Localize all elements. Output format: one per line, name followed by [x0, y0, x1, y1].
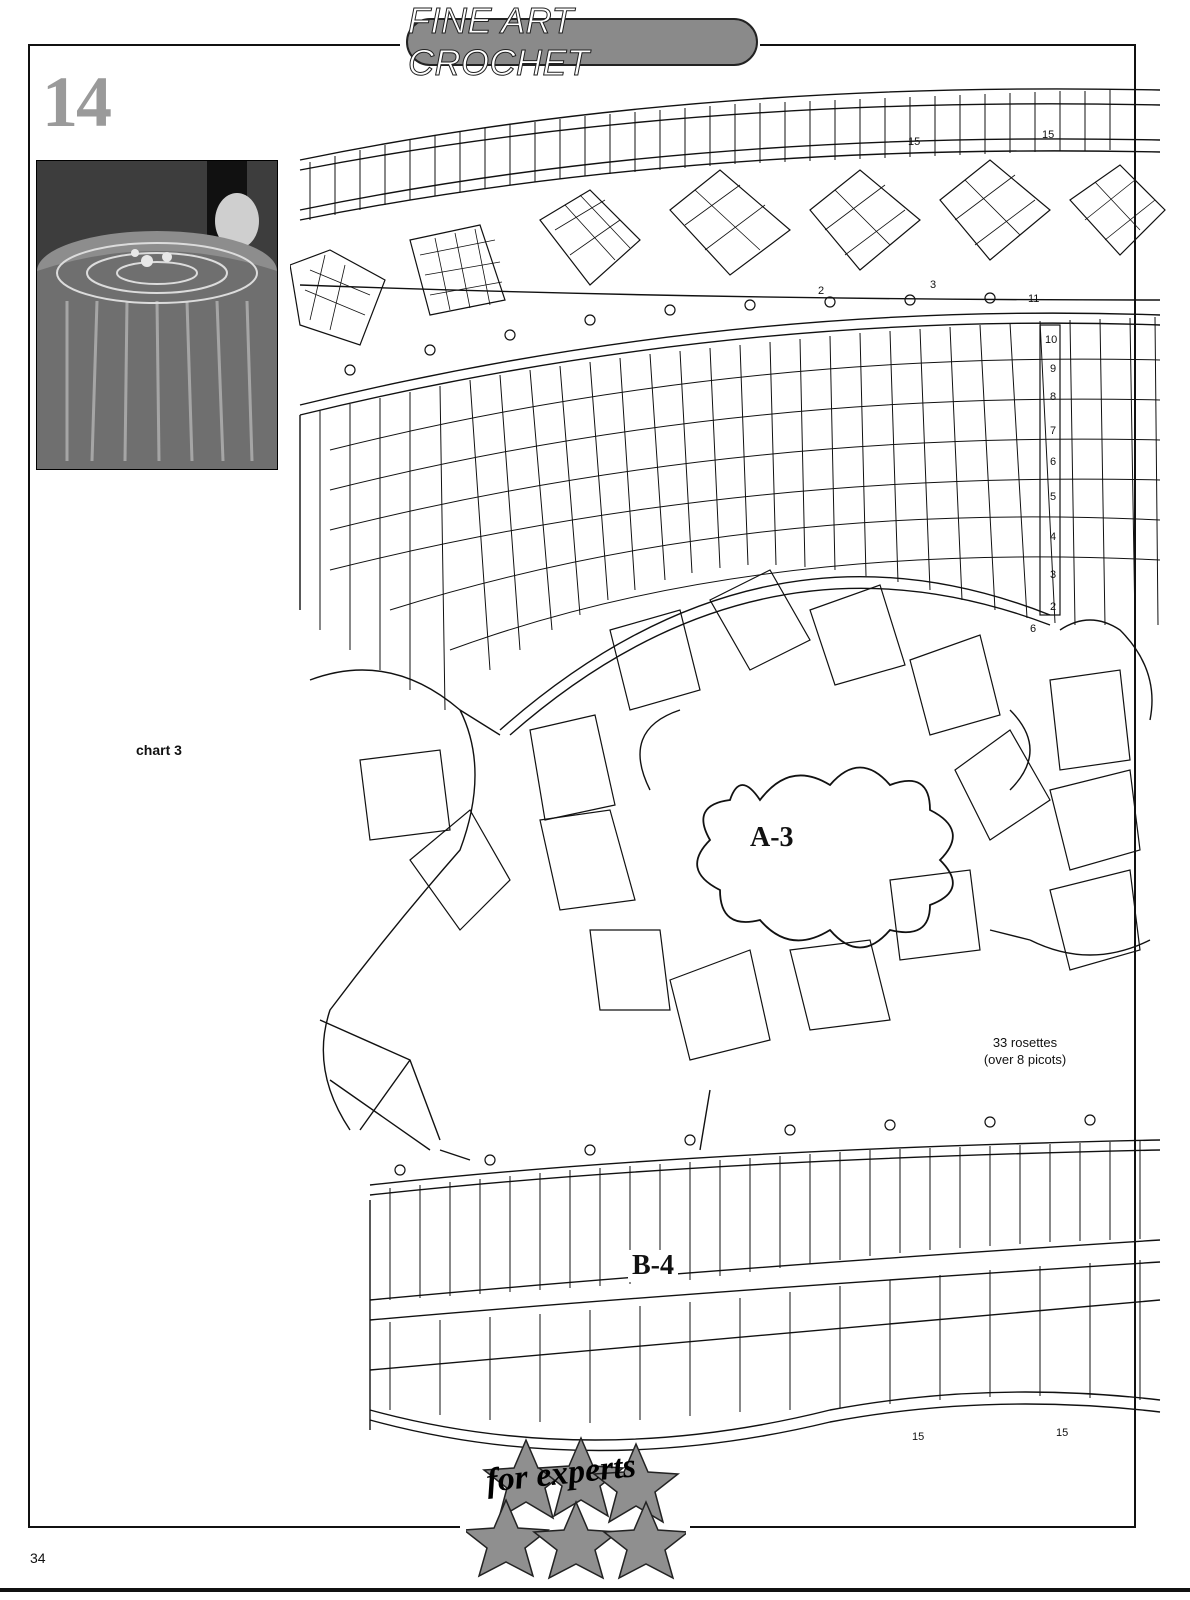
stitch-count: 15: [912, 1431, 925, 1443]
photo-illustration: [37, 161, 277, 469]
stitch-count: 15: [1042, 129, 1055, 141]
header-banner: [406, 0, 758, 83]
page-number: 34: [30, 1550, 46, 1566]
round-number: 11: [1028, 293, 1040, 305]
rosette-detail: (over 8 picots): [983, 1052, 1067, 1067]
bottom-rule: [0, 1588, 1190, 1592]
rosette-note: [970, 1034, 1080, 1068]
motif-label-a3: A-3: [750, 822, 794, 853]
diagram-line: [300, 89, 1160, 160]
round-number: 3: [1050, 569, 1057, 581]
diagram-line: [300, 151, 1160, 220]
round-number: 4: [1050, 531, 1057, 543]
tablecloth-photo: [36, 160, 278, 470]
round-number: 9: [1050, 363, 1057, 375]
crochet-diagram: [290, 70, 1170, 1520]
difficulty-text: for experts: [484, 1447, 638, 1500]
header-title: FINE ART CROCHET: [408, 0, 590, 83]
bracket-number: 3: [930, 279, 937, 291]
pattern-number: 14: [42, 62, 110, 142]
chart-label: chart 3: [136, 742, 182, 758]
round-number: 8: [1050, 391, 1057, 403]
round-number: 2: [1050, 601, 1057, 613]
stitch-count: 15: [908, 136, 921, 148]
stitch-count: 15: [1056, 1427, 1069, 1439]
rosette-count: 33 rosettes: [992, 1035, 1058, 1050]
round-number: 10: [1045, 334, 1058, 346]
diagram-line: [300, 139, 1160, 210]
motif-label-b4: B-4: [628, 1250, 678, 1282]
star-icon: [466, 1500, 548, 1576]
round-number: 7: [1050, 425, 1057, 437]
round-number: 6: [1030, 623, 1037, 635]
round-number: 6: [1050, 456, 1057, 468]
round-number: 5: [1050, 491, 1057, 503]
bracket-number: 2: [818, 285, 825, 297]
